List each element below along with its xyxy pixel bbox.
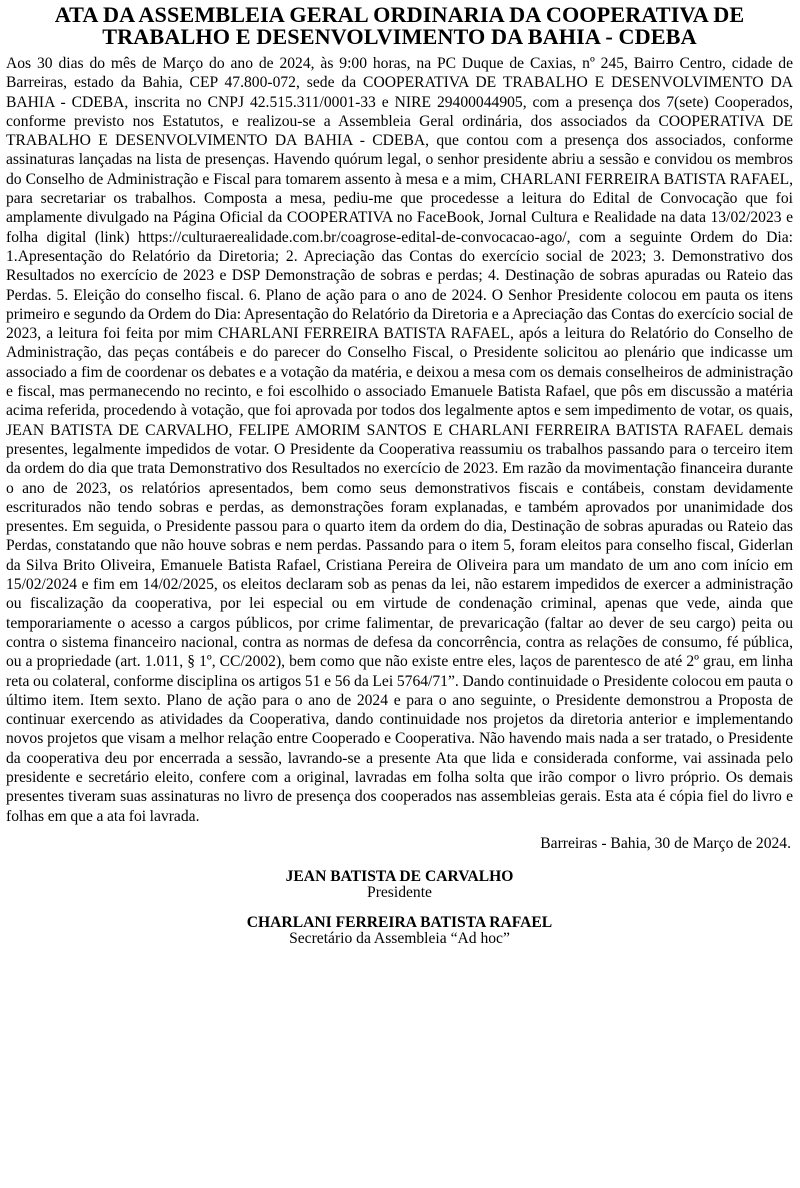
document-title: ATA DA ASSEMBLEIA GERAL ORDINARIA DA COOPERATIVA DE TRABALHO E DESENVOLVIMENTO DA BAHIA - CDEBA — [54, 2, 745, 49]
signatory-name: JEAN BATISTA DE CARVALHO — [285, 867, 514, 885]
signatory-role: Presidente — [367, 883, 432, 901]
signatory-role: Secretário da Assembleia “Ad hoc” — [289, 929, 510, 947]
signature-secretary — [6, 915, 793, 947]
minutes-body: Aos 30 dias do mês de Março do ano de 2024, às 9:00 horas, na PC Duque de Caxias, nº 245, Bairro Centro, cidade de Barreiras, estado da Bahia, CEP 47.800-072, sede da COOPERATIVA DE TRABALHO E DESENVOLVIMENTO DA BAHIA - CDEBA, inscrita no CNPJ 42.515.311/0001-33 e NIRE 29400044905, com a presença dos 7(sete) Cooperados, conforme previsto nos Estatutos, e realizou-se a Assembleia Geral ordinária, dos associados da COOPERATIVA DE TRABALHO E DESENVOLVIMENTO DA BAHIA - CDEBA, que contou com a presença dos associados, conforme assinaturas lançadas na lista de presenças. Havendo quórum legal, o senhor presidente abriu a sessão e convidou os membros do Conselho de Administração e Fiscal para tomarem assento à mesa e a mim, CHARLANI FERREIRA BATISTA RAFAEL, para secretariar os trabalhos. Composta a mesa, pediu-me que procedesse a leitura do Edital de Convocação que foi amplamente divulgado na Página Oficial da COOPERATIVA no FaceBook, Jornal Cultura e Realidade na data 13/02/2023 e folha digital (link) https://culturaerealidade.com.br/coagrose-edital-de-convocacao-ago/, com a seguinte Ordem do Dia: 1.Apresentação do Relatório da Diretoria; 2. Apreciação das Contas do exercício social de 2023; 3. Demonstrativo dos Resultados no exercício de 2023 e DSP Demonstração de sobras e perdas; 4. Destinação de sobras apuradas ou Rateio das Perdas. 5. Eleição do conselho fiscal. 6. Plano de ação para o ano de 2024. O Senhor Presidente colocou em pauta os itens primeiro e segundo da Ordem do Dia: Apresentação do Relatório da Diretoria e a Apreciação das Contas do exercício social de 2023, a leitura foi feita por mim CHARLANI FERREIRA BATISTA RAFAEL, após a leitura do Relatório do Conselho de Administração, das peças contábeis e do parecer do Conselho Fiscal, o Presidente solicitou ao plenário que indicasse um associado a fim de coordenar os debates e a votação da matéria, e deixou a mesa com os demais conselheiros de administração e fiscal, mas permanecendo no recinto, e foi escolhido o associado Emanuele Batista Rafael, que pôs em discussão a matéria acima referida, procedendo à votação, que foi aprovada por todos dos legalmente aptos e sem impedimento de votar, os quais, JEAN BATISTA DE CARVALHO, FELIPE AMORIM SANTOS E CHARLANI FERREIRA BATISTA RAFAEL demais presentes, legalmente impedidos de votar. O Presidente da Cooperativa reassumiu os trabalhos passando para o terceiro item da ordem do dia que trata Demonstrativo dos Resultados no exercício de 2023. Em razão da movimentação financeira durante o ano de 2023, os relatórios apresentados, bem como seus demonstrativos fiscais e contábeis, constam devidamente escriturados não tendo sobras e perdas, as demonstrações foram explanadas, e também aprovados por unanimidade dos presentes. Em seguida, o Presidente passou para o quarto item da ordem do dia, Destinação de sobras apuradas ou Rateio das Perdas, constatando que não houve sobras e nem perdas. Passando para o item 5, foram eleitos para conselho fiscal, Giderlan da Silva Brito Oliveira, Emanuele Batista Rafael, Cristiana Pereira de Oliveira para um mandato de um ano com início em 15/02/2024 e fim em 14/02/2025, os eleitos declaram sob as penas da lei, não estarem impedidos de exercer a administração ou fiscalização da cooperativa, por lei especial ou em virtude de condenação criminal, apenas que vede, ainda que temporariamente o acesso a cargos públicos, por crime falimentar, de prevaricação (faltar ao dever de seu cargo) peita ou contra o sistema financeiro nacional, contra as normas de defesa da concorrência, contra as relações de consumo, fé pública, ou a propriedade (art. 1.011, § 1º, CC/2002), bem como que não existe entre eles, laços de parentesco de até 2º grau, em linha reta ou colateral, conforme disciplina os artigos 51 e 56 da Lei 5764/71”. Dando continuidade o Presidente colocou em pauta o último item. Item sexto. Plano de ação para o ano de 2024 e para o ano seguinte, o Presidente demonstrou a Proposta de continuar exercendo as atividades da Cooperativa, dando continuidade nos projetos da diretoria anterior e implementando novos projetos que visam a melhor relação entre Cooperado e Cooperativa. Não havendo mais nada a ser tratado, o Presidente da cooperativa deu por encerrada a sessão, lavrando-se a presente Ata que lida e considerada conforme, vai assinada pelo presidente e secretário eleito, confere com a original, lavradas em folha solta que irão compor o livro próprio. Os demais presentes tiveram suas assinaturas no livro de presença dos cooperados nas assembleias gerais. Esta ata é cópia fiel do livro e folhas em que a ata foi lavrada. — [6, 55, 793, 825]
signatory-name: CHARLANI FERREIRA BATISTA RAFAEL — [246, 913, 553, 931]
signature-president — [6, 869, 793, 901]
place-and-date: Barreiras - Bahia, 30 de Março de 2024. — [540, 834, 791, 852]
